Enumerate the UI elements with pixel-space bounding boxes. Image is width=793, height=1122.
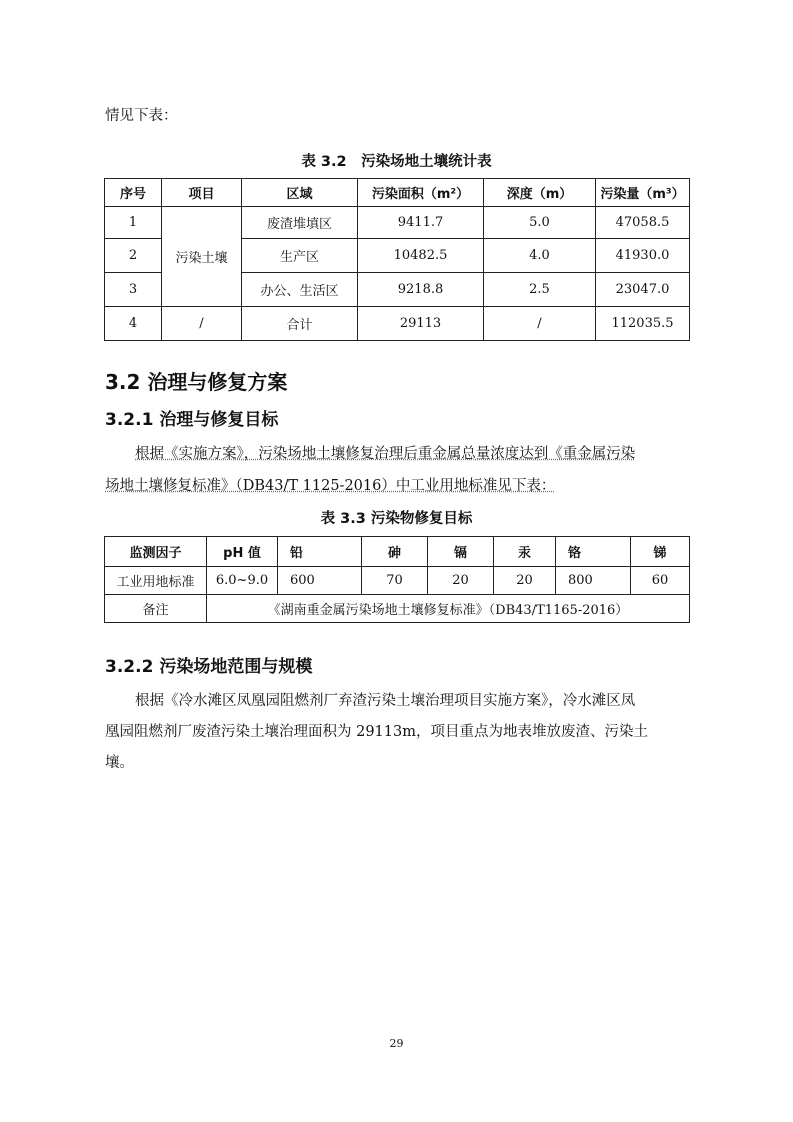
header-cell: 砷 bbox=[362, 537, 428, 567]
cell: 9218.8 bbox=[358, 273, 484, 307]
cell: 41930.0 bbox=[596, 239, 690, 273]
table-3-2-caption: 表 3.2 污染场地土壤统计表 bbox=[301, 154, 492, 170]
cell: 47058.5 bbox=[596, 207, 690, 239]
header-cell: 序号 bbox=[105, 179, 162, 207]
cell: 1 bbox=[105, 207, 162, 239]
section-heading: 3.2 治理与修复方案 bbox=[105, 370, 288, 394]
total-row bbox=[105, 307, 690, 341]
cell: 112035.5 bbox=[596, 307, 690, 341]
header-cell: 监测因子 bbox=[105, 537, 207, 567]
cell: 600 bbox=[278, 567, 362, 595]
cell: 20 bbox=[428, 567, 494, 595]
cell: 60 bbox=[631, 567, 690, 595]
subsection-heading-2: 3.2.2 污染场地范围与规模 bbox=[105, 657, 313, 677]
cell: 29113 bbox=[358, 307, 484, 341]
cell: 3 bbox=[105, 273, 162, 307]
paragraph-2-line-1: 根据《冷水滩区凤凰园阻燃剂厂弃渣污染土壤治理项目实施方案》，冷水滩区凤 bbox=[135, 693, 636, 709]
paragraph-1-line-2: 场地土壤修复标准》（DB43/T 1125-2016）中工业用地标准见下表： bbox=[105, 478, 556, 494]
cell: / bbox=[162, 307, 242, 341]
cell: 工业用地标准 bbox=[105, 567, 207, 595]
header-cell: 污染量（m³） bbox=[596, 179, 690, 207]
paragraph-2-line-3: 壤。 bbox=[105, 755, 134, 771]
header-cell: pH 值 bbox=[207, 537, 278, 567]
cell: 20 bbox=[494, 567, 556, 595]
soil-statistics-table bbox=[104, 178, 690, 341]
header-cell: 深度（m） bbox=[484, 179, 596, 207]
note-label: 备注 bbox=[105, 595, 207, 623]
table-row bbox=[105, 567, 690, 595]
cell: 10482.5 bbox=[358, 239, 484, 273]
note-row bbox=[105, 595, 690, 623]
cell: 800 bbox=[556, 567, 631, 595]
page-number: 29 bbox=[389, 1037, 404, 1050]
cell: 4 bbox=[105, 307, 162, 341]
table-row bbox=[105, 207, 690, 239]
intro-text: 情见下表： bbox=[105, 108, 178, 124]
cell: 5.0 bbox=[484, 207, 596, 239]
header-cell: 污染面积（m²） bbox=[358, 179, 484, 207]
cell: 6.0~9.0 bbox=[207, 567, 278, 595]
header-cell: 铬 bbox=[556, 537, 631, 567]
paragraph-2-line-2: 凰园阻燃剂厂废渣污染土壤治理面积为 29113m，项目重点为地表堆放废渣、污染土 bbox=[105, 724, 648, 740]
cell: 70 bbox=[362, 567, 428, 595]
header-cell: 区域 bbox=[242, 179, 358, 207]
cell: 废渣堆填区 bbox=[242, 207, 358, 239]
cell: / bbox=[484, 307, 596, 341]
note-cell: 《湖南重金属污染场地土壤修复标准》（DB43/T1165-2016） bbox=[207, 595, 690, 623]
header-cell: 汞 bbox=[494, 537, 556, 567]
cell: 办公、生活区 bbox=[242, 273, 358, 307]
table-3-3-caption: 表 3.3 污染物修复目标 bbox=[320, 511, 473, 527]
subsection-heading-1: 3.2.1 治理与修复目标 bbox=[105, 410, 279, 430]
cell: 2.5 bbox=[484, 273, 596, 307]
cell: 合计 bbox=[242, 307, 358, 341]
cell: 2 bbox=[105, 239, 162, 273]
cell: 4.0 bbox=[484, 239, 596, 273]
header-cell: 镉 bbox=[428, 537, 494, 567]
cell: 生产区 bbox=[242, 239, 358, 273]
header-cell: 锑 bbox=[631, 537, 690, 567]
cell: 23047.0 bbox=[596, 273, 690, 307]
remediation-target-table bbox=[104, 536, 690, 623]
item-cell: 污染土壤 bbox=[162, 207, 242, 307]
cell: 9411.7 bbox=[358, 207, 484, 239]
header-cell: 项目 bbox=[162, 179, 242, 207]
paragraph-1-line-1: 根据《实施方案》，污染场地土壤修复治理后重金属总量浓度达到《重金属污染 bbox=[135, 446, 636, 462]
header-cell: 铅 bbox=[278, 537, 362, 567]
